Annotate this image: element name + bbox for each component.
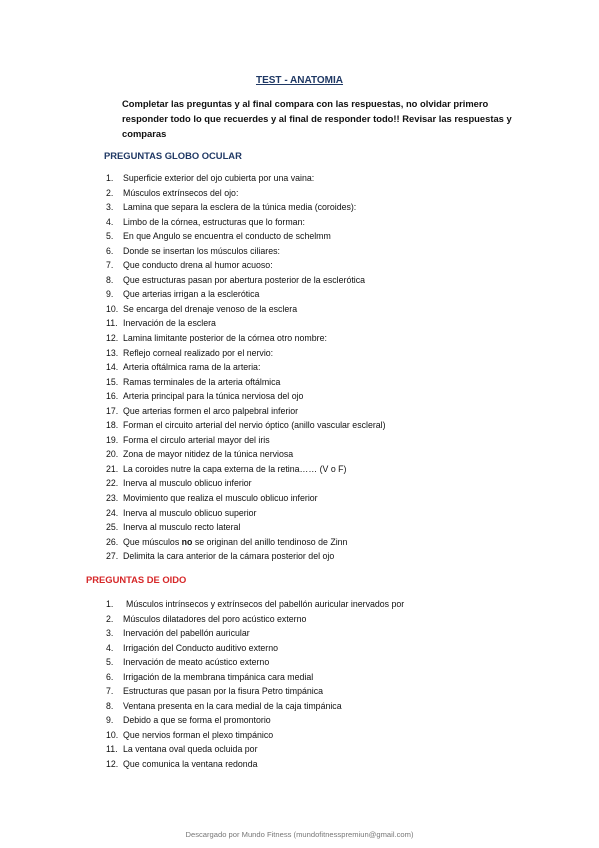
question-item — [106, 273, 566, 288]
question-number: 1. — [106, 173, 114, 183]
question-text: Que nervios forman el plexo timpánico — [123, 729, 274, 740]
question-text: Arteria principal para la túnica nerviosa del ojo — [123, 391, 304, 402]
question-item — [106, 462, 566, 477]
question-number: 16. — [106, 391, 119, 402]
question-number: 2. — [106, 613, 114, 624]
question-item — [106, 670, 566, 685]
question-item — [106, 491, 566, 506]
question-text: Arteria oftálmica rama de la arteria: — [123, 362, 261, 373]
question-text-end: se originan del anillo tendinoso de Zinn — [192, 536, 348, 547]
question-text: Debido a que se forma el promontorio — [123, 715, 271, 726]
question-item — [106, 699, 566, 714]
question-item — [106, 728, 566, 743]
question-number: 14. — [106, 362, 119, 373]
question-text: Irrigación de la membrana timpánica cara medial — [123, 671, 314, 682]
question-number: 13. — [106, 347, 119, 358]
question-number: 21. — [106, 463, 119, 474]
question-text: Donde se insertan los músculos ciliares: — [123, 245, 280, 256]
question-number: 9. — [106, 715, 114, 726]
question-item — [106, 520, 566, 535]
question-text: Que arterias formen el arco palpebral inferior — [123, 405, 299, 416]
question-number: 5. — [106, 657, 114, 668]
question-text — [123, 535, 347, 550]
question-item — [106, 476, 566, 491]
question-item — [106, 229, 566, 244]
question-item — [106, 171, 566, 186]
question-text: La ventana oval queda ocluida por — [123, 744, 258, 755]
question-item — [106, 244, 566, 259]
question-number: 19. — [106, 434, 119, 445]
question-text: Limbo de la córnea, estructuras que lo forman: — [123, 216, 305, 227]
question-text: Inerva al musculo oblicuo superior — [123, 507, 257, 518]
question-item — [106, 418, 566, 433]
question-number: 1. — [106, 599, 114, 609]
question-text: Estructuras que pasan por la fisura Petro timpánica — [123, 686, 323, 697]
question-list-ear — [106, 597, 566, 772]
question-number: 6. — [106, 245, 114, 256]
question-item — [106, 626, 566, 641]
question-number: 6. — [106, 671, 114, 682]
question-number: 11. — [106, 318, 118, 329]
question-number: 4. — [106, 216, 114, 227]
instructions-paragraph: Completar las preguntas y al final compara con las respuestas, no olvidar primero responder todo lo que recuerdes y al final de responder todo!! Revisar las respuestas y comparas — [122, 98, 512, 139]
question-number: 15. — [106, 376, 119, 387]
question-number: 2. — [106, 187, 114, 198]
question-text: Que conducto drena al humor acuoso: — [123, 260, 273, 271]
question-number: 26. — [106, 536, 119, 547]
question-text: Músculos extrínsecos del ojo: — [123, 187, 239, 198]
question-number: 18. — [106, 420, 119, 431]
question-number: 9. — [106, 289, 114, 300]
question-item — [106, 641, 566, 656]
question-text: Ventana presenta en la cara medial de la caja timpánica — [123, 700, 342, 711]
question-number: 12. — [106, 759, 119, 770]
question-number: 17. — [106, 405, 119, 416]
question-item — [106, 200, 566, 215]
question-text: Que estructuras pasan por abertura posterior de la esclerótica — [123, 274, 366, 285]
question-item — [106, 331, 566, 346]
question-item — [106, 433, 566, 448]
question-number: 20. — [106, 449, 119, 460]
question-number: 25. — [106, 522, 119, 533]
question-item — [106, 655, 566, 670]
section-title-eye: PREGUNTAS GLOBO OCULAR — [104, 150, 242, 161]
question-number: 4. — [106, 642, 114, 653]
question-text: Inervación de la esclera — [123, 318, 216, 329]
question-item — [106, 684, 566, 699]
question-text-emphasis: no — [181, 536, 193, 547]
question-number: 10. — [106, 729, 119, 740]
question-item — [106, 258, 566, 273]
question-item — [106, 215, 566, 230]
question-number: 8. — [106, 700, 114, 711]
question-number: 7. — [106, 686, 114, 697]
question-text: En que Angulo se encuentra el conducto de schelmm — [123, 231, 331, 242]
question-number: 3. — [106, 202, 114, 213]
question-item — [106, 186, 566, 201]
question-number: 23. — [106, 493, 119, 504]
question-text: Que arterias irrigan a la esclerótica — [123, 289, 260, 300]
question-text: Músculos intrínsecos y extrínsecos del pabellón auricular inervados por — [126, 599, 405, 609]
question-item — [106, 612, 566, 627]
question-item — [106, 404, 566, 419]
question-text: Irrigación del Conducto auditivo externo — [123, 642, 279, 653]
question-text: Reflejo corneal realizado por el nervio: — [123, 347, 274, 358]
question-item — [106, 360, 566, 375]
download-footer: Descargado por Mundo Fitness (mundofitnesspremiun@gmail.com) — [185, 830, 414, 839]
question-item — [106, 375, 566, 390]
section-title-ear: PREGUNTAS DE OIDO — [86, 574, 187, 585]
question-text: Músculos dilatadores del poro acústico externo — [123, 613, 307, 624]
question-number: 12. — [106, 333, 119, 344]
question-text: Inervación de meato acústico externo — [123, 657, 270, 668]
question-number: 24. — [106, 507, 119, 518]
question-item — [106, 316, 566, 331]
question-text: Se encarga del drenaje venoso de la esclera — [123, 303, 298, 314]
question-item — [106, 302, 566, 317]
question-item — [106, 447, 566, 462]
question-text: Ramas terminales de la arteria oftálmica — [123, 376, 281, 387]
question-text: Delimita la cara anterior de la cámara posterior del ojo — [123, 551, 335, 562]
question-number: 11. — [106, 744, 118, 755]
question-number: 10. — [106, 303, 119, 314]
question-text: Inerva al musculo oblicuo inferior — [123, 478, 252, 489]
question-text: Inerva al musculo recto lateral — [123, 522, 241, 533]
question-number: 3. — [106, 628, 114, 639]
question-number: 7. — [106, 260, 114, 271]
document-title: TEST - ANATOMIA — [255, 75, 344, 86]
question-text-start: Que músculos — [123, 536, 182, 547]
question-text: La coroides nutre la capa externa de la retina…… (V o F) — [123, 463, 347, 474]
question-text: Zona de mayor nitidez de la túnica nerviosa — [123, 449, 294, 460]
question-text: Forman el circuito arterial del nervio óptico (anillo vascular escleral) — [123, 420, 386, 431]
question-item — [106, 346, 566, 361]
question-number: 5. — [106, 231, 114, 242]
question-text: Movimiento que realiza el musculo oblicuo inferior — [123, 493, 318, 504]
question-item — [106, 742, 566, 757]
question-text: Lamina limitante posterior de la córnea otro nombre: — [123, 333, 327, 344]
question-text: Inervación del pabellón auricular — [123, 628, 250, 639]
question-number: 22. — [106, 478, 119, 489]
question-item — [106, 713, 566, 728]
question-item — [106, 287, 566, 302]
question-text: Superficie exterior del ojo cubierta por una vaina: — [123, 173, 315, 183]
question-item — [106, 506, 566, 521]
question-item — [106, 535, 566, 550]
question-item — [106, 389, 566, 404]
question-number: 8. — [106, 274, 114, 285]
question-text: Lamina que separa la esclera de la túnica media (coroides): — [123, 202, 357, 213]
question-item — [106, 597, 566, 612]
question-number: 27. — [106, 551, 119, 562]
question-item — [106, 549, 566, 564]
question-item — [106, 757, 566, 772]
question-text: Forma el circulo arterial mayor del iris — [123, 434, 270, 445]
question-text: Que comunica la ventana redonda — [123, 759, 258, 770]
question-list-eye — [106, 171, 566, 564]
